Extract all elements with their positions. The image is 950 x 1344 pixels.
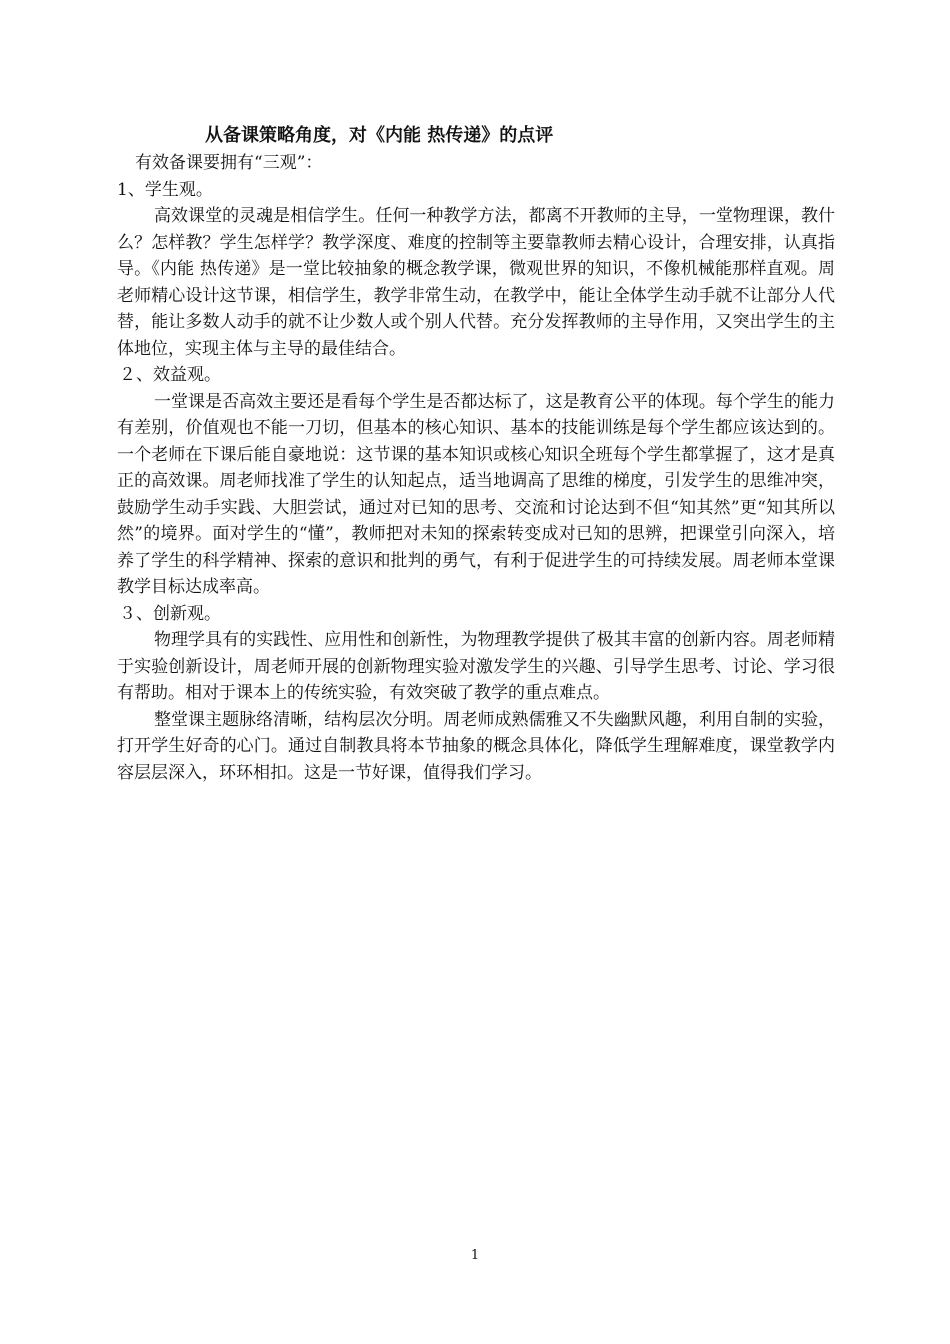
intro-line: 有效备课要拥有“三观”： xyxy=(135,153,323,173)
section-paragraph-student: 高效课堂的灵魂是相信学生。任何一种教学方法，都离不开教师的主导，一堂物理课，教什么？怎样教？学生怎样学？教学深度、难度的控制等主要靠教师去精心设计，合理安排，认真指导。《内能 热传递》是一堂比较抽象的概念教学课，微观世界的知识，不像机械能那样直观。周老师精心设计这节课，相信学生，教学非常生动，在教学中，能让全体学生动手就不让部分人代替，能让多数人动手的就不让少数人或个别人代替。充分发挥教师的主导作用，又突出学生的主体地位，实现主体与主导的最佳结合。 xyxy=(117,206,835,359)
page-number: 1 xyxy=(470,1248,480,1263)
section-paragraph-innovation: 物理学具有的实践性、应用性和创新性，为物理教学提供了极其丰富的创新内容。周老师精于实验创新设计，周老师开展的创新物理实验对激发学生的兴趣、引导学生思考、讨论、学习很有帮助。相对于课本上的传统实验，有效突破了教学的重点难点。 xyxy=(117,630,835,703)
section-paragraph-summary: 整堂课主题脉络清晰，结构层次分明。周老师成熟儒雅又不失幽默风趣，利用自制的实验，打开学生好奇的心门。通过自制教具将本节抽象的概念具体化，降低学生理解难度，课堂教学内容层层深入，环环相扣。这是一节好课，值得我们学习。 xyxy=(117,709,835,783)
section-heading-innovation: ３、创新观。 xyxy=(119,603,221,624)
section-heading-student: 1、学生观。 xyxy=(117,179,213,200)
section-heading-benefit: ２、效益观。 xyxy=(119,365,221,385)
section-paragraph-benefit: 一堂课是否高效主要还是看每个学生是否都达标了，这是教育公平的体现。每个学生的能力有差别，价值观也不能一刀切，但基本的核心知识、基本的技能训练是每个学生都应该达到的。一个老师在下课后能自豪地说：这节课的基本知识或核心知识全班每个学生都掌握了，这才是真正的高效课。周老师找准了学生的认知起点，适当地调高了思维的梯度，引发学生的思维冲突，鼓励学生动手实践、大胆尝试，通过对已知的思考、交流和讨论达到不但“知其然”更“知其所以然”的境界。面对学生的“懂”，教师把对未知的探索转变成对已知的思辨，把课堂引向深入，培养了学生的科学精神、探索的意识和批判的勇气，有利于促进学生的可持续发展。周老师本堂课教学目标达成率高。 xyxy=(117,391,835,597)
document-body xyxy=(117,122,835,786)
document-title: 从备课策略角度，对《内能 热传递》的点评 xyxy=(205,125,554,146)
